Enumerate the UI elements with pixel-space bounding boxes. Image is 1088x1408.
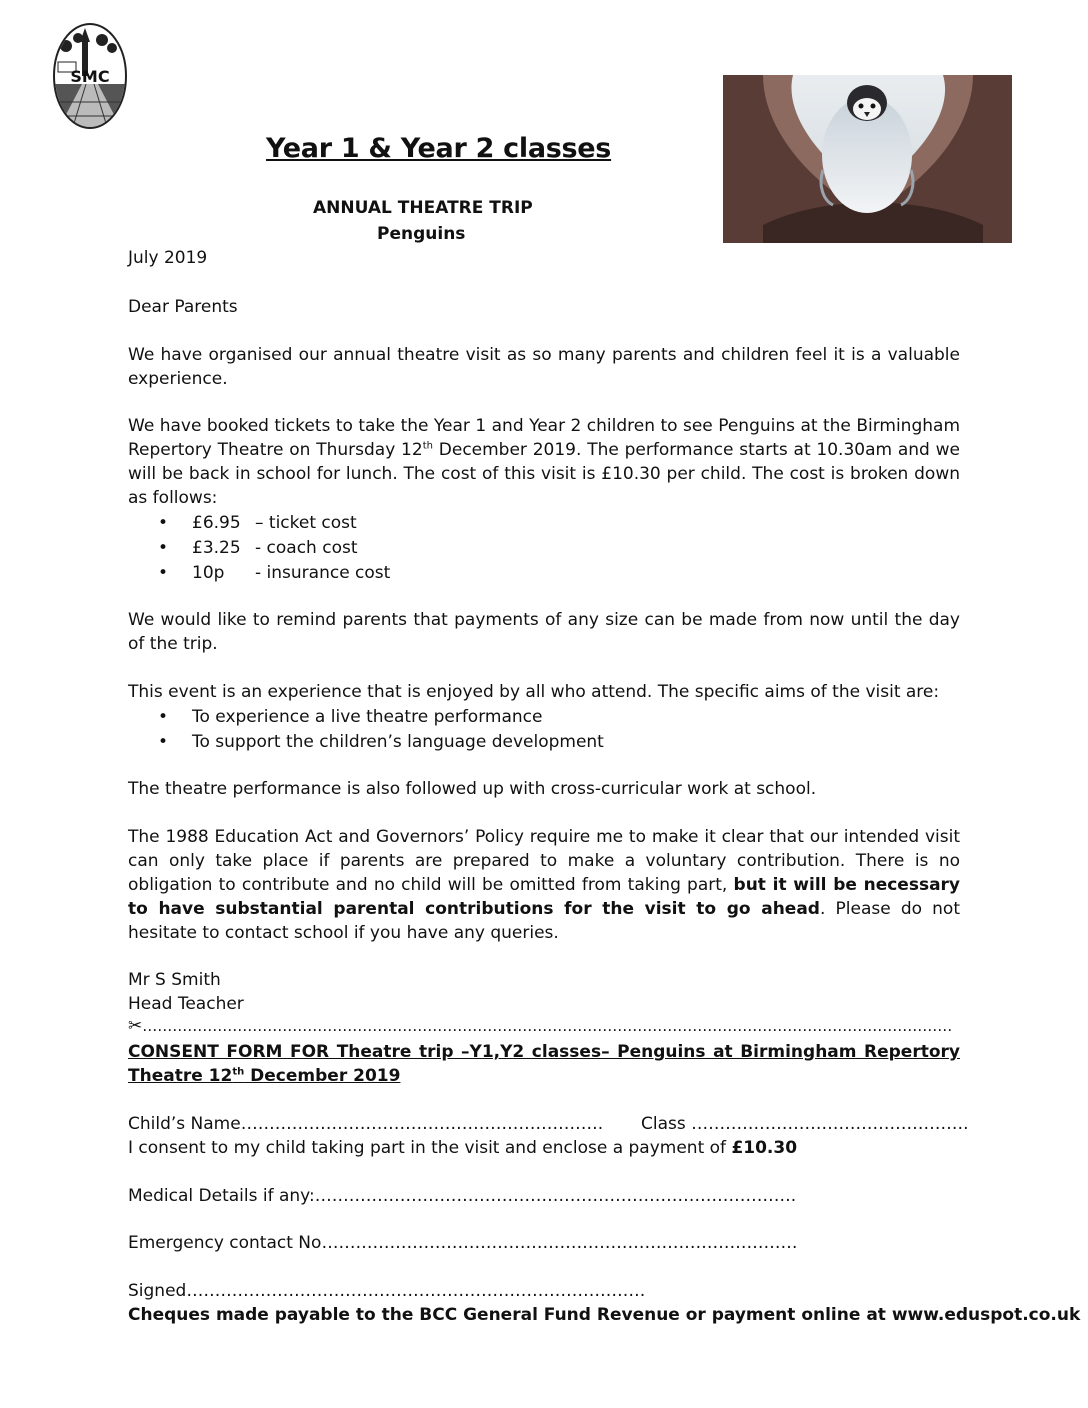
- paragraph-policy: [128, 825, 960, 945]
- class-row: [641, 1112, 969, 1136]
- policy-bold: but it will be necessary to have substantial parental contributions for the visit to go ahead: [128, 875, 961, 919]
- emergency-label: Emergency contact No: [128, 1233, 322, 1253]
- cut-dots: ………………………………………………………………………………………………………………………………………………: [142, 1017, 953, 1035]
- letter-date: July 2019: [128, 248, 208, 268]
- cost-amount: 10p: [192, 563, 225, 583]
- payment-footer: Cheques made payable to the BCC General Fund Revenue or payment online at www.eduspot.co.uk: [128, 1305, 1081, 1325]
- class-label: Class: [641, 1114, 686, 1134]
- consent-statement: [128, 1136, 797, 1160]
- scissors-icon: ✂: [128, 1016, 143, 1036]
- emergency-row: [128, 1231, 797, 1255]
- booking-sup: th: [422, 440, 433, 452]
- medical-row: [128, 1184, 796, 1208]
- page-title: Year 1 & Year 2 classes: [266, 133, 612, 164]
- cut-line: [128, 1014, 952, 1038]
- paragraph-payments: We would like to remind parents that payments of any size can be made from now until the day of the trip.: [128, 610, 960, 654]
- signed-row: [128, 1279, 645, 1303]
- paragraph-booking: [128, 414, 960, 510]
- class-field[interactable]: ………………………………………….: [685, 1114, 969, 1134]
- medical-field[interactable]: ………………………………………………………………………….: [314, 1186, 797, 1206]
- signed-field[interactable]: ………………………………………………………………………: [186, 1281, 646, 1301]
- trip-heading: ANNUAL THEATRE TRIP: [313, 198, 533, 218]
- consent-amount: £10.30: [731, 1138, 798, 1158]
- cost-desc: – ticket cost: [255, 513, 357, 533]
- greeting: Dear Parents: [128, 297, 238, 317]
- school-logo: [52, 22, 128, 130]
- consent-heading-sup: th: [232, 1066, 245, 1078]
- aim-text: To support the children’s language development: [192, 732, 604, 752]
- child-name-field[interactable]: ……………………………………………………….: [240, 1114, 604, 1134]
- child-name-label: Child’s Name: [128, 1114, 241, 1134]
- cost-desc: - coach cost: [255, 538, 358, 558]
- emergency-field[interactable]: …………………………………………………………………………: [321, 1233, 798, 1253]
- paragraph-intro: We have organised our annual theatre visit as so many parents and children feel it is a valuable experience.: [128, 345, 960, 389]
- aim-text: To experience a live theatre performance: [192, 707, 543, 727]
- booking-text-b: December 2019. The performance starts at 10.30am and we will be back in school for lunch. The cost of this visit is £10.30 per child. The cost is broken down as follows:: [128, 440, 960, 508]
- cost-amount: £6.95: [192, 513, 241, 533]
- booking-text-a: We have booked tickets to take the Year 1 and Year 2 children to see Penguins at the Birmingham Repertory Theatre on Thursday 12: [128, 416, 960, 460]
- policy-text-a: The 1988 Education Act and Governors’ Policy require me to make it clear that our intended visit can only take place if parents are prepared to make a voluntary contribution. There is no obligation to contribute and no child will be omitted from taking part,: [128, 827, 960, 895]
- consent-heading-a: CONSENT FORM FOR Theatre trip –Y1,Y2 classes– Penguins at Birmingham Repertory Theatre 12: [128, 1042, 960, 1086]
- consent-heading: [128, 1040, 960, 1088]
- logo-text: SMC: [70, 67, 110, 86]
- child-name-row: [128, 1112, 603, 1136]
- signed-label: Signed: [128, 1281, 187, 1301]
- medical-label: Medical Details if any:: [128, 1186, 315, 1206]
- penguin-photo: [723, 75, 1012, 243]
- consent-text: I consent to my child taking part in the visit and enclose a payment of: [128, 1138, 732, 1158]
- policy-text-b: . Please do not hesitate to contact school if you have any queries.: [128, 899, 960, 943]
- signoff-role: Head Teacher: [128, 994, 244, 1014]
- consent-heading-b: December 2019: [244, 1066, 401, 1086]
- signoff-name: Mr S Smith: [128, 970, 221, 990]
- show-name: Penguins: [377, 224, 466, 244]
- paragraph-aims: This event is an experience that is enjoyed by all who attend. The specific aims of the visit are:: [128, 682, 940, 702]
- cost-amount: £3.25: [192, 538, 241, 558]
- cost-desc: - insurance cost: [255, 563, 391, 583]
- paragraph-followup: The theatre performance is also followed up with cross-curricular work at school.: [128, 779, 817, 799]
